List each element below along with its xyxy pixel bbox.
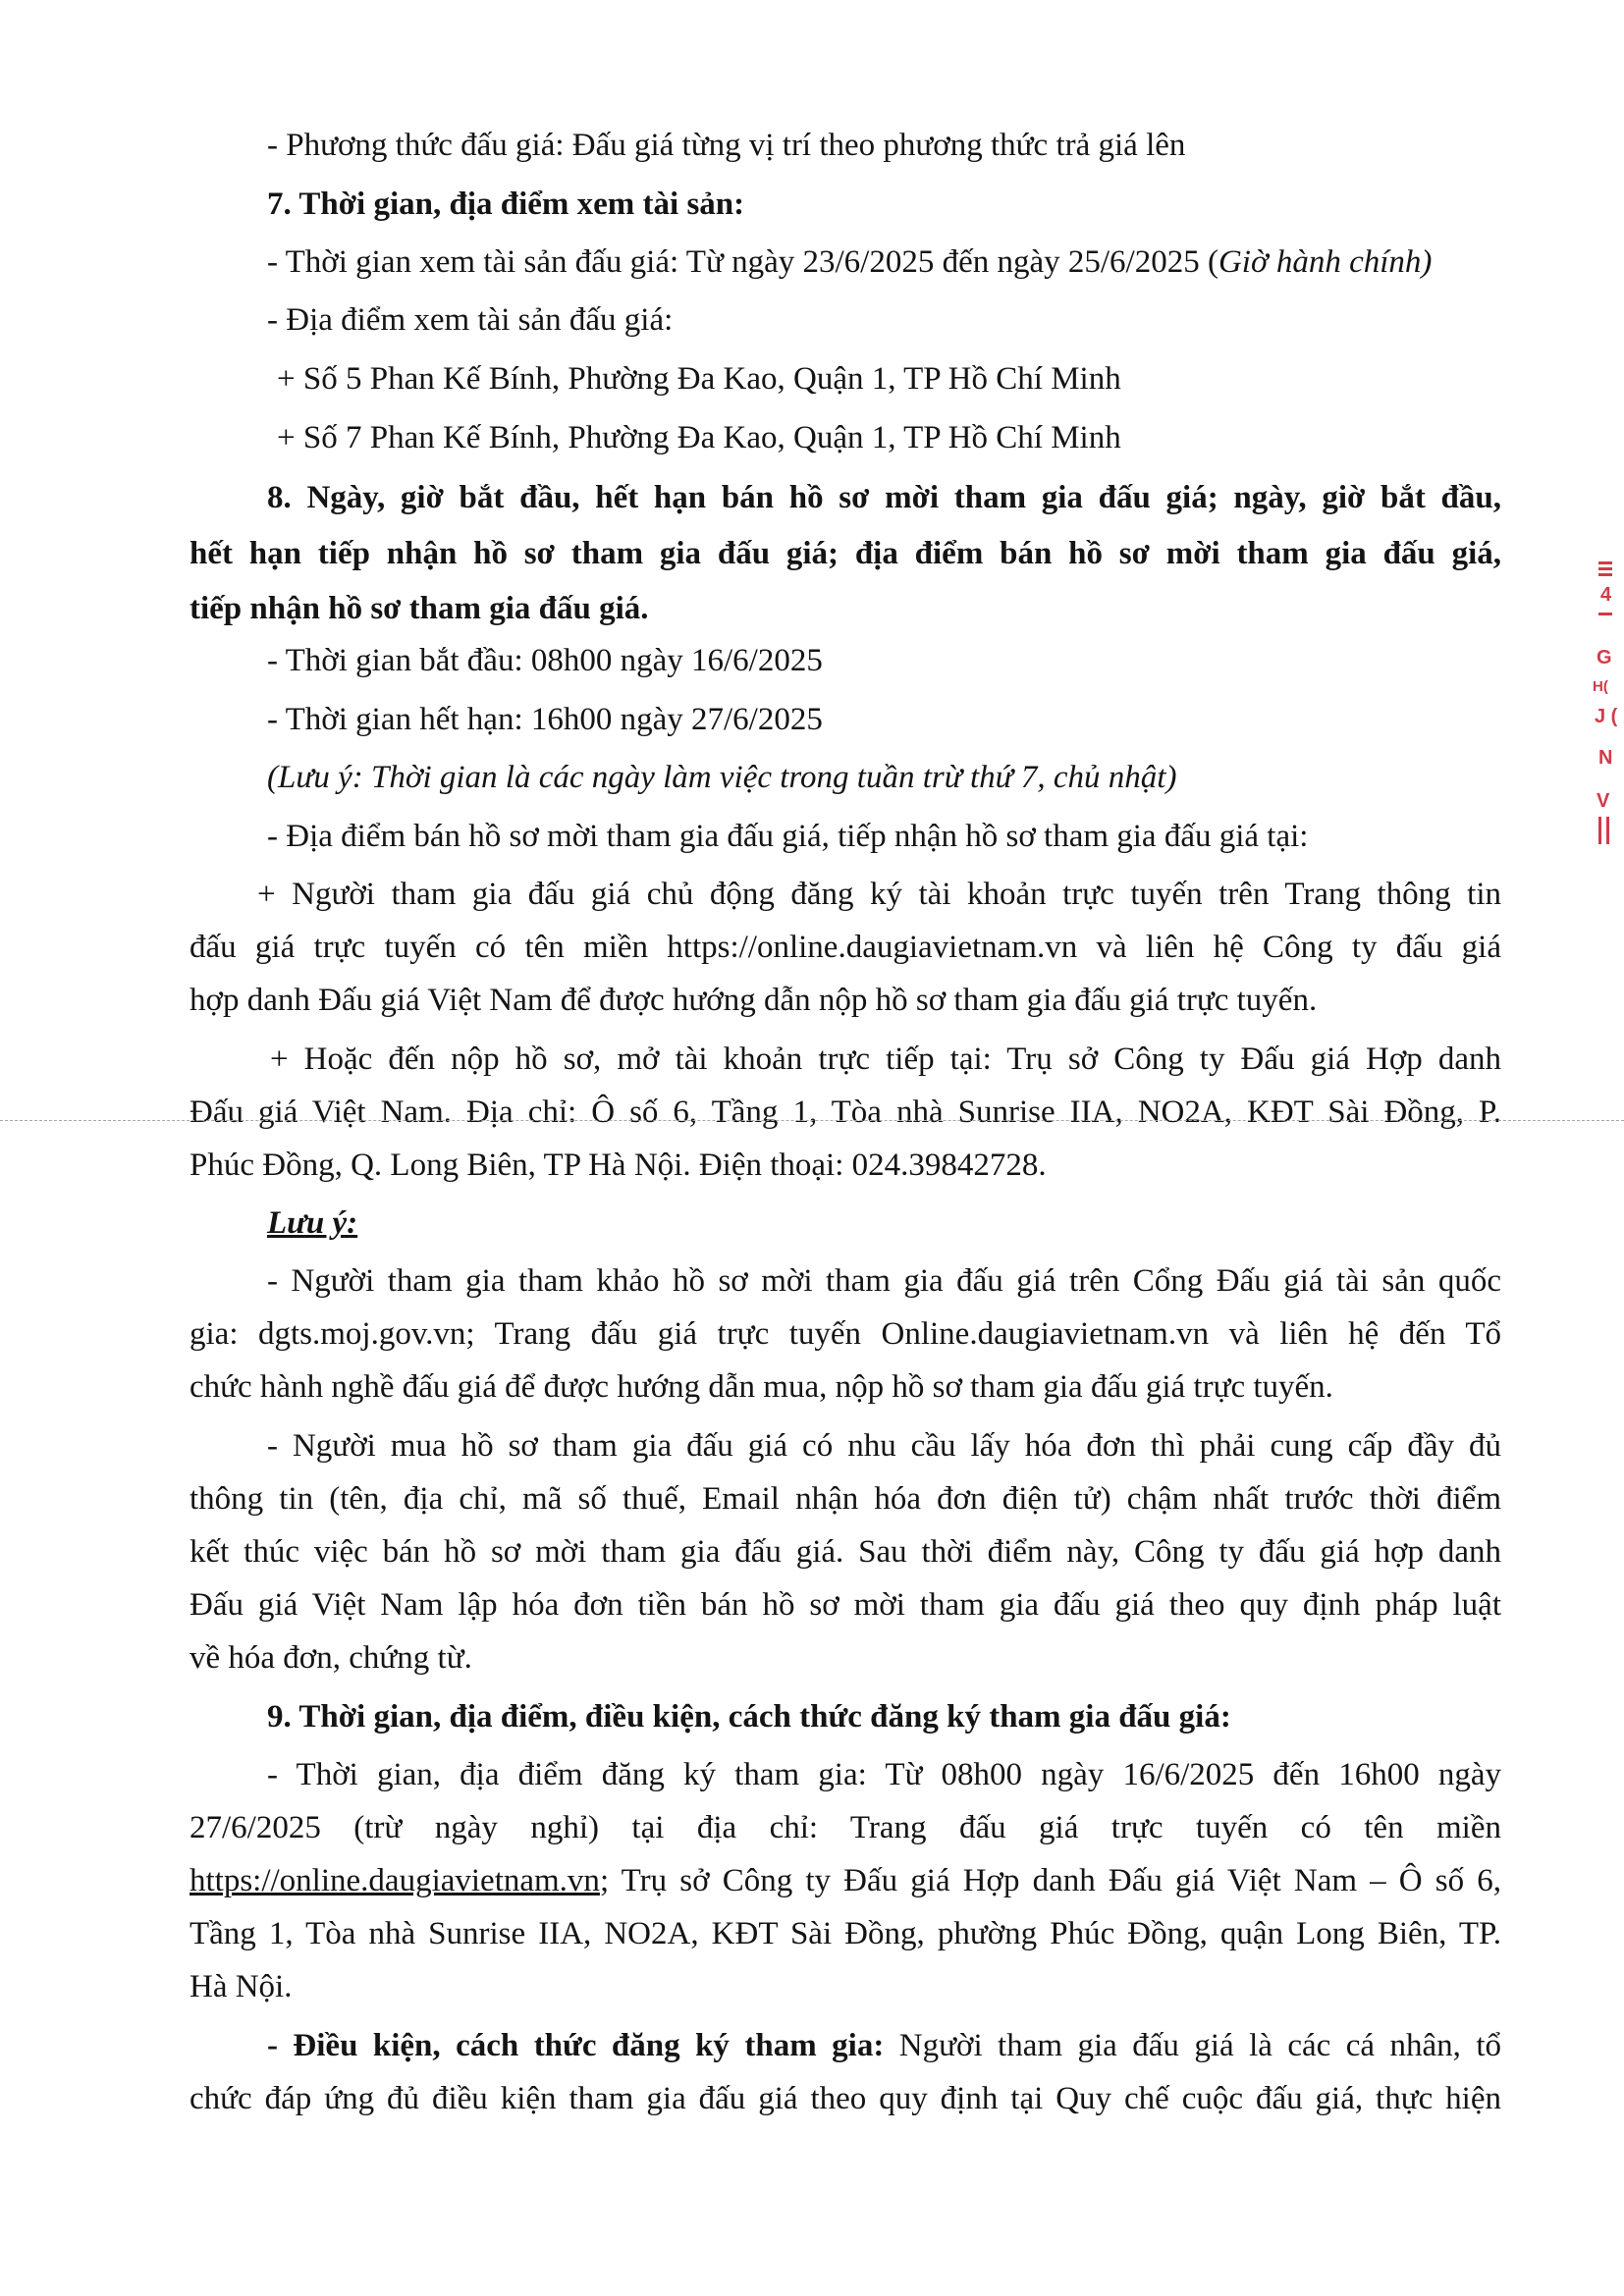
registration-time-line3 [189, 1861, 1501, 1900]
viewing-time-text: - Thời gian xem tài sản đấu giá: Từ ngày 23/6/2025 đến ngày 25/6/2025 ( [267, 244, 1218, 280]
registration-time-line3-text: ; Trụ sở Công ty Đấu giá Hợp danh Đấu giá Việt Nam – Ô số 6, [599, 1863, 1501, 1898]
conditions-line1 [267, 2026, 1501, 2065]
direct-registration-line2: Đấu giá Việt Nam. Địa chỉ: Ô số 6, Tầng 1, Tòa nhà Sunrise IIA, NO2A, KĐT Sài Đồng, P. [189, 1095, 1501, 1130]
conditions-label: - Điều kiện, cách thức đăng ký tham gia: [267, 2028, 885, 2063]
stamp-fragment: V [1597, 790, 1610, 812]
note-2-line1: - Người mua hồ sơ tham gia đấu giá có nhu cầu lấy hóa đơn thì phải cung cấp đầy đủ [267, 1428, 1501, 1464]
stamp-mark [1598, 561, 1612, 564]
stamp-fragment: 4 [1600, 584, 1612, 606]
viewing-location-1: + Số 5 Phan Kế Bính, Phường Đa Kao, Quận 1, TP Hồ Chí Minh [277, 361, 1121, 397]
registration-time-line2: 27/6/2025 (trừ ngày nghỉ) tại địa chỉ: Trang đấu giá trực tuyến có tên miền [189, 1810, 1501, 1845]
red-seal-stamp-edge [1589, 561, 1624, 856]
note-1-line2: gia: dgts.moj.gov.vn; Trang đấu giá trực tuyến Online.daugiavietnam.vn và liên hệ đến Tổ [189, 1316, 1501, 1352]
section-8-heading-line2: hết hạn tiếp nhận hồ sơ tham gia đấu giá; địa điểm bán hồ sơ mời tham gia đấu giá, [189, 536, 1501, 571]
note-1-line1: - Người tham gia tham khảo hồ sơ mời tham gia đấu giá trên Cổng Đấu giá tài sản quốc [267, 1263, 1501, 1299]
section-8-heading-line3: tiếp nhận hồ sơ tham gia đấu giá. [189, 591, 649, 626]
stamp-mark [1606, 817, 1609, 844]
auction-method: - Phương thức đấu giá: Đấu giá từng vị trí theo phương thức trả giá lên [267, 128, 1186, 163]
end-time: - Thời gian hết hạn: 16h00 ngày 27/6/2025 [267, 702, 823, 737]
page-fold-line [0, 1120, 1624, 1121]
time-note: (Lưu ý: Thời gian là các ngày làm việc trong tuần trừ thứ 7, chủ nhật) [267, 760, 1177, 795]
note-2-line5: về hóa đơn, chứng từ. [189, 1640, 472, 1676]
viewing-location-2: + Số 7 Phan Kế Bính, Phường Đa Kao, Quận 1, TP Hồ Chí Minh [277, 420, 1121, 455]
section-9-heading: 9. Thời gian, địa điểm, điều kiện, cách thức đăng ký tham gia đấu giá: [267, 1699, 1231, 1735]
direct-registration-line3: Phúc Đồng, Q. Long Biên, TP Hà Nội. Điện thoại: 024.39842728. [189, 1148, 1047, 1183]
direct-registration-line1: + Hoặc đến nộp hồ sơ, mở tài khoản trực tiếp tại: Trụ sở Công ty Đấu giá Hợp danh [270, 1041, 1501, 1077]
stamp-mark [1598, 567, 1612, 570]
viewing-location-label: - Địa điểm xem tài sản đấu giá: [267, 302, 674, 338]
section-7-heading: 7. Thời gian, địa điểm xem tài sản: [267, 187, 745, 222]
stamp-fragment: H( [1593, 678, 1608, 695]
note-heading: Lưu ý: [267, 1205, 358, 1241]
registration-time-line4: Tầng 1, Tòa nhà Sunrise IIA, NO2A, KĐT Sài Đồng, phường Phúc Đồng, quận Long Biên, TP. [189, 1916, 1501, 1951]
note-1-line3: chức hành nghề đấu giá để được hướng dẫn mua, nộp hồ sơ tham gia đấu giá trực tuyến. [189, 1369, 1333, 1405]
note-2-line4: Đấu giá Việt Nam lập hóa đơn tiền bán hồ sơ mời tham gia đấu giá theo quy định pháp luật [189, 1587, 1501, 1623]
conditions-line2: chức đáp ứng đủ điều kiện tham gia đấu giá theo quy định tại Quy chế cuộc đấu giá, thực hiện [189, 2081, 1501, 2116]
registration-time-line5: Hà Nội. [189, 1969, 293, 2004]
online-registration-line3: hợp danh Đấu giá Việt Nam để được hướng dẫn nộp hồ sơ tham gia đấu giá trực tuyến. [189, 983, 1318, 1018]
stamp-fragment: N [1598, 747, 1613, 769]
conditions-text: Người tham gia đấu giá là các cá nhân, tổ [884, 2028, 1502, 2063]
viewing-time [267, 242, 1432, 282]
start-time: - Thời gian bắt đầu: 08h00 ngày 16/6/2025 [267, 643, 823, 678]
sale-location-label: - Địa điểm bán hồ sơ mời tham gia đấu giá, tiếp nhận hồ sơ tham gia đấu giá tại: [267, 819, 1309, 854]
stamp-mark [1598, 613, 1612, 615]
online-registration-line1: + Người tham gia đấu giá chủ động đăng ký tài khoản trực tuyến trên Trang thông tin [257, 877, 1501, 912]
stamp-fragment: J ( [1595, 706, 1618, 727]
stamp-mark [1598, 817, 1601, 844]
section-8-heading-line1: 8. Ngày, giờ bắt đầu, hết hạn bán hồ sơ mời tham gia đấu giá; ngày, giờ bắt đầu, [267, 480, 1501, 515]
viewing-time-note: Giờ hành chính) [1218, 244, 1433, 280]
note-2-line3: kết thúc việc bán hồ sơ mời tham gia đấu giá. Sau thời điểm này, Công ty đấu giá hợp danh [189, 1534, 1501, 1570]
registration-time-line1: - Thời gian, địa điểm đăng ký tham gia: Từ 08h00 ngày 16/6/2025 đến 16h00 ngày [267, 1757, 1501, 1792]
registration-url-link[interactable]: https://online.daugiavietnam.vn [189, 1863, 600, 1898]
stamp-mark [1598, 573, 1612, 576]
stamp-fragment: G [1597, 647, 1612, 668]
note-2-line2: thông tin (tên, địa chỉ, mã số thuế, Email nhận hóa đơn điện tử) chậm nhất trước thời điểm [189, 1481, 1501, 1517]
online-registration-line2: đấu giá trực tuyến có tên miền https://online.daugiavietnam.vn và liên hệ Công ty đấu giá [189, 930, 1501, 965]
